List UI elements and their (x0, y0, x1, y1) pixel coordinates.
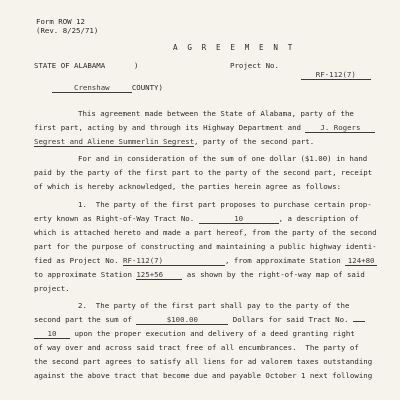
s2-line-2-text: second part the sum of (34, 315, 132, 324)
s2-line-6: against the above tract that become due and payable October 1 next following (34, 371, 373, 380)
payment-amount: $100.00 (136, 315, 228, 325)
p2-line-2: paid by the party of the first part to the party of the second part, receipt (34, 168, 373, 177)
grantee-name-2: Segrest and Aliene Summerlin Segrest (34, 137, 195, 146)
s2-line-3 (34, 329, 355, 339)
tract-number: 10 (199, 214, 279, 224)
s1-line-3: which is attached hereto and made a part hereof, from the party of the second (34, 228, 377, 237)
p1-line-2-text: first part, acting by and through its Highway Department and (34, 123, 301, 132)
s1-line-7: project. (34, 284, 70, 293)
project-number-2: RF-112(7) (123, 256, 225, 266)
station-to: 125+56 (136, 270, 182, 280)
p1-line-3-text: , party of the second part. (194, 137, 315, 146)
s2-line-1: 2. The party of the first part shall pay to the party of the (78, 301, 350, 310)
s1-line-2-tail: , a description of (278, 214, 359, 223)
project-number: RF-112(7) (301, 70, 371, 80)
county-label: COUNTY) (131, 83, 163, 92)
s2-line-2-mid: Dollars for said Tract No. (232, 315, 349, 324)
header-paren: ) (134, 61, 139, 70)
tract-number-2: 10 (34, 329, 70, 339)
s1-line-5-mid: , from approximate Station (225, 256, 341, 265)
project-number-field (283, 61, 371, 89)
county-field (34, 74, 163, 102)
tract-number-blank (353, 321, 365, 322)
p2-line-1: For and in consideration of the sum of one dollar ($1.00) in hand (78, 154, 368, 163)
s1-line-6-tail: as shown by the right-of-way map of said (186, 270, 365, 279)
p1-line-1: This agreement made between the State of Alabama, party of the (78, 109, 354, 118)
s1-line-4: part for the purpose of constructing and maintaining a public highway identi- (34, 242, 377, 251)
project-label: Project No. (230, 61, 279, 70)
form-revision: (Rev. 8/25/71) (36, 26, 99, 35)
s1-line-6 (34, 270, 365, 280)
s1-line-2 (34, 214, 359, 224)
p1-line-2 (34, 123, 375, 133)
grantee-name-1: J. Rogers (305, 123, 375, 133)
state-label: STATE OF ALABAMA (34, 61, 106, 70)
s2-line-3-text: upon the proper execution and delivery of a deed granting right (74, 329, 355, 338)
s1-line-5-text: fied as Project No. (34, 256, 119, 265)
form-number: Form ROW 12 (36, 17, 85, 26)
s2-line-2 (34, 315, 365, 325)
county-name: Crenshaw (52, 83, 132, 93)
s1-line-5 (34, 256, 377, 266)
s1-line-6-text: to approximate Station (34, 270, 132, 279)
s2-line-4: of way over and across said tract free of all encumbrances. The party of (34, 343, 359, 352)
s2-line-5: the second part agrees to satisfy all liens for ad valorem taxes outstanding (34, 357, 373, 366)
p2-line-3: of which is hereby acknowledged, the parties herein agree as follows: (34, 182, 342, 191)
p1-line-3 (34, 137, 314, 147)
s1-line-2-text: erty known as Right-of-Way Tract No. (34, 214, 195, 223)
station-from: 124+80 (345, 256, 377, 266)
s1-line-1: 1. The party of the first part proposes to purchase certain prop- (78, 200, 372, 209)
document-title: A G R E E M E N T (173, 43, 295, 52)
